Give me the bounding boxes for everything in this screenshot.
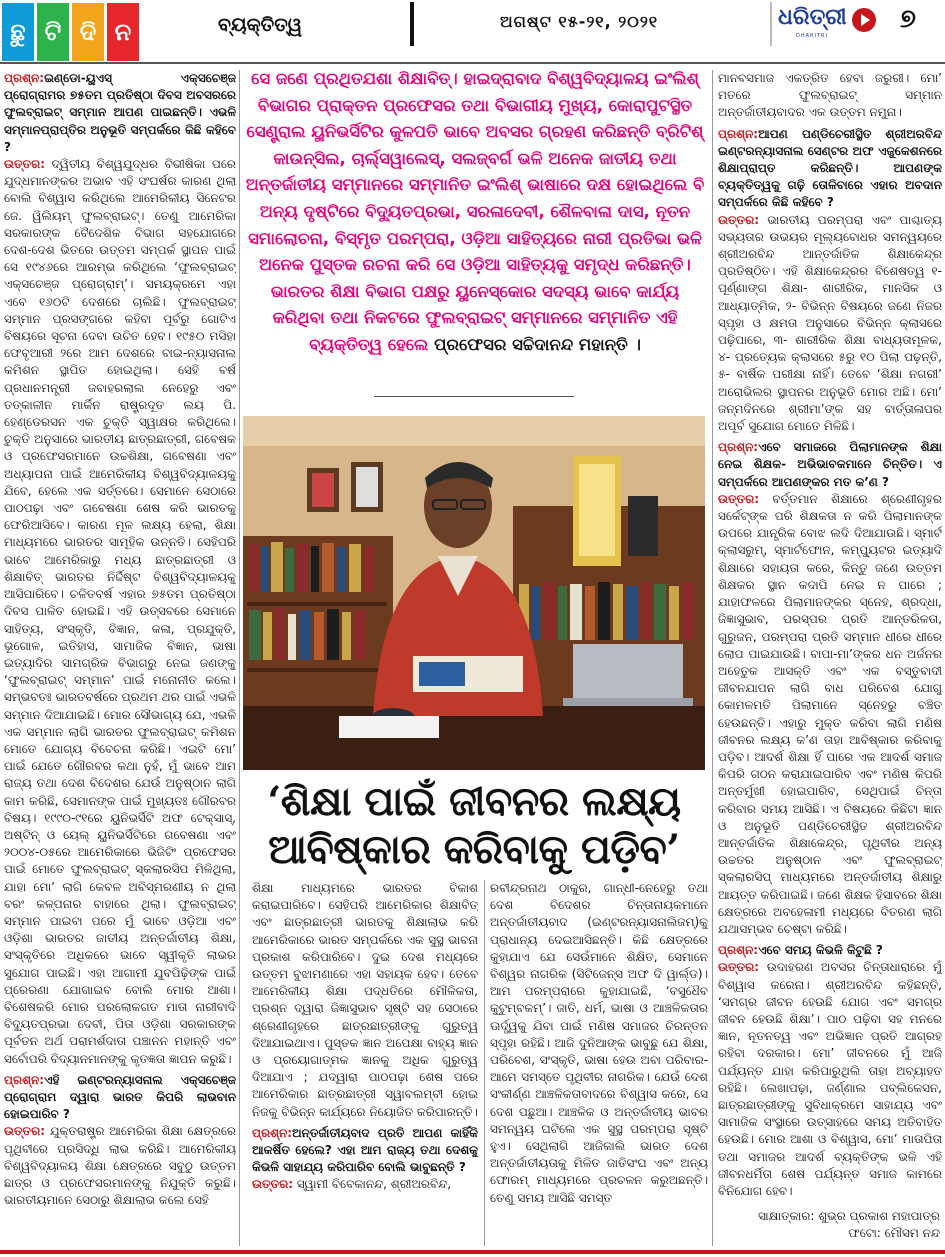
column-4 (718, 70, 942, 1206)
article-headline (243, 778, 705, 874)
dharitri-brand-sub: DHARITRI (796, 33, 828, 39)
intro-rule (374, 396, 574, 397)
masthead-rule (0, 62, 945, 64)
column-divider (484, 880, 485, 1246)
headline-line-1: ‘ଶିକ୍ଷା ପାଇଁ ଜୀବନର ଲକ୍ଷ୍ୟ (267, 778, 681, 825)
answer-2 (4, 1123, 236, 1209)
answer-text: ଯୁକ୍ତରାଷ୍ଟ୍ର ଆମେରିକା ଶିକ୍ଷା କ୍ଷେତ୍ରରେ ପୃଥିବୀରେ ପ୍ରସିଦ୍ଧି ଲାଭ କରିଛି। ଆମେରିକୀୟ ବିଶ୍ୱବିଦ୍ୟାଳୟ ଶିକ୍ଷା କ୍ଷେତ୍ରରେ ସବୁଠୁ ଉତ୍ତମ ଛାତ୍ର ଓ ପ୍ରଫେସରମାନଙ୍କୁ ନିଯୁକ୍ତି କରୁଛି। ଭାରତୀୟମାନେ ସେଠାରୁ ଶିକ୍ଷାଲାଭ କଲେ ସେହି (4, 1124, 236, 1208)
interviewee-name: ପ୍ରଫେସର ସଚ୍ଚିଦାନନ୍ଦ ମହାନ୍ତି । (434, 334, 641, 354)
logo-block-3: ଦି (72, 3, 104, 61)
question-label: ପ୍ରଶ୍ନ: (252, 1125, 293, 1140)
masthead (0, 0, 945, 60)
answer-6 (718, 959, 942, 1200)
question-text: ଆପଣ ପଣ୍ଡିଚେରୀସ୍ଥିତ ଶ୍ରୀଅରବିନ୍ଦ ଇଣ୍ଟରନ୍ୟାସନାଲ ସେଣ୍ଟର ଅଫ ଏଜୁକେଶନରେ ଶିକ୍ଷାପ୍ରାପ୍ତ କରିଛନ୍ତି। ଆପଣଙ୍କ ବ୍ୟକ୍ତିତ୍ୱକୁ ଗଢ଼ି ତୋଳିବାରେ ଏହାର ଅବଦାନ ସମ୍ପର୍କରେ କିଛି କହିବେ ? (718, 126, 942, 210)
intro-text: ସେ ଜଣେ ପ୍ରଥିତଯଶା ଶିକ୍ଷାବିତ୍। ହାଇଦ୍ରାବାଦ ବିଶ୍ୱବିଦ୍ୟାଳୟ ଇଂଲିଶ୍ ବିଭାଗର ପ୍ରାକ୍ତନ ପ୍ରଫେସର ତଥା ବିଭାଗୀୟ ମୁଖ୍ୟ, କୋରାପୁଟସ୍ଥିତ ସେଣ୍ଟ୍ରାଲ ୟୁନିଭର୍ସିଟିର କୁଳପତି ଭାବେ ଅବସର ଗ୍ରହଣ କରିଛନ୍ତି ବ୍ରିଟିଶ୍ କାଉନ୍ସିଲ, ଚାର୍ଲ୍ସୱାଲେସ୍, ସଲଜ୍‌ବର୍ଗ ଭଳି ଅନେକ ଜାତୀୟ ତଥା ଅନ୍ତର୍ଜାତୀୟ ସମ୍ମାନରେ ସମ୍ମାନିତ ଇଂଲିଶ୍ ଭାଷାରେ ଦକ୍ଷ ହୋଇଥିଲେ ବି ଅନ୍ୟ ଦୃଷ୍ଟିରେ ବିଦ୍ୟୁତପ୍ରଭା, ସରଳାଦେବୀ, ଶୈଳବାଳା ଦାସ, ନୂତନ ସମାଲୋଚନା, ବିସ୍ମୃତ ପରମ୍ପରା, ଓଡ଼ିଆ ସାହିତ୍ୟରେ ନାରୀ ପ୍ରତିଭା ଭଳି ଅନେକ ପୁସ୍ତକ ରଚନା କରି ସେ ଓଡ଼ିଆ ସାହିତ୍ୟକୁ ସମୃଦ୍ଧ କରିଛନ୍ତି। ଭାରତର ଶିକ୍ଷା ବିଭାଗ ପକ୍ଷରୁ ୟୁନେସ୍କୋର ସଦସ୍ୟ ଭାବେ କାର୍ଯ୍ୟ କରିଥିବା ତଥା ନିକଟରେ ଫୁଲବ୍ରାଇଟ୍ ସମ୍ମାନରେ ସମ୍ମାନିତ ଏହି ବ୍ୟକ୍ତିତ୍ୱ ହେଲେ (245, 69, 705, 354)
question-4 (718, 126, 942, 212)
answer-text: ବର୍ତ୍ତମାନ ଶିକ୍ଷାରେ ଶ୍ରେଣୀଗୃହର ସର୍କେଟ୍‌ଙ୍କ ପରି ଶିକ୍ଷକତା ନ କରି ପିଲାମାନଙ୍କ ଉପରେ ଯାନ୍ତ୍ରିକ ବୋଝ ଲଦି ଦିଆଯାଉଛି। ସ୍ମାର୍ଟ କ୍ଲାସରୁମ୍, ସ୍ମାର୍ଟଫୋନ, କମ୍ପ୍ୟୁଟର ଇତ୍ୟାଦି ଶିକ୍ଷାରେ ସହାୟତା କରେ, କିନ୍ତୁ ଜଣେ ଉତ୍ତମ ଶିକ୍ଷକର ସ୍ଥାନ କଦାପି ନେଇ ନ ପାରେ ; ଯାହାଫଳରେ ପିଲାମାନଙ୍କର ସ୍ନେହ, ଶ୍ରଦ୍ଧା, ଜିଜ୍ଞାସୁଭାବ, ପରସ୍ପର ପ୍ରତି ଆନ୍ତରିକତା, ଗୁରୁଜନ, ପରମ୍ପରା ପ୍ରତି ସମ୍ମାନ ଧୀରେ ଧୀରେ ଲୋପ ପାଇଯାଉଛି। ବାପା-ମା’ଙ୍କର ଧନ ଅର୍ଜନର ଅହେତୁକ ଆସକ୍ତି ଏବଂ ଏକ ବସ୍ତୁବାଦୀ ଜୀବନଯାପନ ଲାଗି ବାଧ ପରିବେଶ ଯୋଗୁ କୋମଳମତି ପିଲାମାନେ ସ୍ନେହରୁ ବଞ୍ଚିତ ହେଉଛନ୍ତି। ଏହାରୁ ମୁକ୍ତ କରିବା ଲାଗି ମଣିଷ ଜୀବନର ଲକ୍ଷ୍ୟ କ’ଣ ତାହା ଆବିଷ୍କାର କରିବାକୁ ପଡ଼ିବ। ଆଦର୍ଶ ଶିକ୍ଷା ହିଁ ପାରେ ଏକ ଆଦର୍ଶ ସମାଜ କିପରି ଗଠନ କରାଯାଇପାରିବ ଏବଂ ମଣିଷ କିପରି ଅନ୍ତର୍ମୁଖୀ ହୋଇପାରିବ, ସେଥିପାଇଁ ଚିନ୍ତା କରିବାର ସମୟ ଆସିଛି। ଏ ବିଷୟରେ କିଛିଟା ଜ୍ଞାନ ଓ ଅନୁଭୂତି ପଣ୍ଡିଚେରୀସ୍ଥିତ ଶ୍ରୀଅରବିନ୍ଦ ଆନ୍ତର୍ଜାତିକ ଶିକ୍ଷାକେନ୍ଦ୍ର, ପୃଥିବୀର ଅନ୍ୟ ଉଚ୍ଚତର ଅନୁଷ୍ଠାନ ଏବଂ ଫୁଲବ୍ରାଇଟ୍ ସ୍କଲାରସିପ୍ ମାଧ୍ୟମରେ ଅନ୍ତର୍ଜାତୀୟ ଶିକ୍ଷାରୁ ଆୟତ୍ତ କରିପାଇଛି। ଜଣେ ଶିକ୍ଷକ ହିସାବରେ ଶିକ୍ଷା କ୍ଷେତ୍ରରେ ଅବହେଳାମୀ ମଧ୍ୟରେ ବିତରଣ ଲାଗି ଯଥାସମ୍ଭବ ଚେଷ୍ଟା କରିଛି। (718, 491, 942, 936)
column-2 (252, 880, 478, 1246)
logo-block-1: ଛୁ (2, 3, 34, 61)
play-icon (852, 8, 876, 32)
answer-4 (718, 212, 942, 436)
interviewer-credit: ସାକ୍ଷାତ୍‌କାର: ଶୁଭ୍ର ପ୍ରକାଶ ମହାପାତ୍ର (758, 1209, 940, 1223)
question-6 (718, 942, 942, 959)
question-text: ଏବେ ସମାଜରେ ପିଲାମାନଙ୍କ ଶିକ୍ଷା ନେଇ ଶିକ୍ଷକ- ଅଭିଭାବକମାନେ ଚିନ୍ତିତ। ଏ ସମ୍ପର୍କରେ ଆପଣଙ୍କର ମତ କ’ଣ ? (718, 440, 942, 489)
page-number: ୭ (900, 4, 916, 34)
issue-date: ଅଗଷ୍ଟ ୧୫-୨୧, ୨୦୨୧ (500, 12, 659, 31)
answer-label: ଉତ୍ତର: (4, 1124, 46, 1139)
question-3 (252, 1125, 478, 1177)
question-text: ଏବେ ସମୟ କିଭଳି କିଟୁଛି ? (758, 943, 883, 958)
question-label: ପ୍ରଶ୍ନ: (718, 943, 759, 958)
question-text: ଇଣ୍ଡୋ-ୟୁଏସ୍ ଏକ୍ସଚେଞ୍ଜ ପ୍ରୋଗ୍ରାମର ୭୫ତମ ପ୍ରତିଷ୍ଠା ଦିବସ ଅବସରରେ ଫୁଲବ୍ରାଇଟ୍ ସମ୍ମାନ ଆପଣ ପାଇଛନ୍ତି। ଏଭଳି ସମ୍ମାନପ୍ରାପ୍ତିର ଅନୁଭୂତି ସମ୍ପର୍କରେ କିଛି କହିବେ ? (4, 71, 236, 154)
answer-3-end: ମାନବସମାଜ ଏକତ୍ରିତ ହେବା ଜରୁରୀ। ମୋ’ ମତରେ ଫୁଲବ୍ରାଇଟ୍ ସମ୍ମାନ ଅନ୍ତର୍ଜାତୀୟବାଦର ଏକ ଉତ୍ତମ ନମୁନା। (718, 71, 942, 120)
question-label: ପ୍ରଶ୍ନ: (718, 126, 759, 141)
article-credits (712, 1208, 940, 1242)
section-title: ବ୍ୟକ୍ତିତ୍ୱ (218, 14, 303, 36)
answer-label: ଉତ୍ତର: (718, 491, 760, 506)
answer-1-continued: ଶିକ୍ଷା ମାଧ୍ୟମରେ ଭାରତର ବିକାଶ କରାଇପାରିବେ। ସେହିପରି ଆମେରିକାର ଶିକ୍ଷାବିତ୍ ଏବଂ ଛାତ୍ରଛାତ୍ରୀ ଭାରତକୁ ଶିକ୍ଷାଲାଭ କରି ଆମେରିକାରେ ଭାରତ ସମ୍ପର୍କରେ ଏକ ସୁସ୍ଥ ଭାବନା ପ୍ରକାଶ କରିପାରିବେ। ଦୁଇ ଦେଶ ମଧ୍ୟରେ ଉତ୍ତମ ବୁଝାମଣାରେ ଏହା ସହାୟକ ହେବ। ତେବେ ଆମେରିକୀୟ ଶିକ୍ଷା ପଦ୍ଧତିରେ ମୌଳିକତା, ପ୍ରଶ୍ନ ଦ୍ୱାରା ଜିଜ୍ଞାସୁଭାବ ସୃଷ୍ଟି ସହ ସେଠାରେ ଶ୍ରେଣୀଗୃହରେ ଛାତ୍ରଛାତ୍ରୀଙ୍କୁ ଗୁରୁତ୍ୱ ଦିଆଯାଇଥାଏ। ପୁସ୍ତକ ଜ୍ଞାନ ଅପେକ୍ଷା ବାହ୍ୟ ଜ୍ଞାନ ଓ ପ୍ରୟୋଗାତ୍ମକ ଜ୍ଞାନକୁ ଅଧିକ ଗୁରୁତ୍ୱ ଦିଆଯାଏ ; ଯଦ୍ୱାରା ପାଠପଢ଼ା ଶେଷ ପରେ ଆମେରିକାର ଛାତ୍ରଛାତ୍ରୀ ସ୍ୱାବଲମ୍ବୀ ହୋଇ ନିଜକୁ ବିଭିନ୍ନ କାର୍ଯ୍ୟରେ ନିୟୋଜିତ କରିପାରନ୍ତି। (252, 881, 478, 1119)
interviewee-photo (243, 416, 705, 770)
answer-text: ସ୍ୱାମୀ ବିବେକାନନ୍ଦ, ଶ୍ରୀଅରବିନ୍ଦ, (296, 1177, 452, 1192)
question-1 (4, 70, 236, 156)
answer-text: ଉଦାହରଣ ଅବସର ଚିନ୍ତାଧାରାରେ ମୁଁ ବିଶ୍ୱାସ କରେନା। ଶ୍ରୀଅରବିନ୍ଦ କହିଛନ୍ତି, ‘ସମଗ୍ର ଜୀବନ ହେଉଛି ଯୋଗ ଏବଂ ସମଗ୍ର ଜୀବନ ହେଉଛି ଶିକ୍ଷା’। ପାଠ ପଢ଼ିବା ସହ ମନରେ ଜ୍ଞାନ, ନୂତନତ୍ୱ ଏବଂ ଅଭିଜ୍ଞାନ ପ୍ରତି ଆଗ୍ରହ ରହିବା ଦରକାର। ମୋ’ ଜୀବନରେ ମୁଁ ଆଜି ପର୍ଯ୍ୟନ୍ତ ଯାହା କରିପାରୁଥିଲି ତାହା ଅବ୍ୟାହତ ରହିଛି। ଲେଖାପଢ଼ା, ଜର୍ଣ୍ଣାଲ ପବ୍ଲିକେସନ, ଛାତ୍ରଛାତ୍ରୀଙ୍କୁ ସୁବିଧାକ୍ରମେ ସାହାଯ୍ୟ ଏବଂ ସାମାଜିକ ସଂସ୍ଥାରେ ଉତ୍ସାହରେ ସମୟ ଅତିବାହିତ ହେଉଛି। ମୋର ଆଶା ଓ ବିଶ୍ୱାସ, ମୋ’ ମାତାପିତା ତଥା ସମାଜର ଆଦର୍ଶ ବ୍ୟକ୍ତିଙ୍କ ଭଳି ଏହି ଜୀବନଧର୍ମିତା ଶେଷ ପର୍ଯ୍ୟନ୍ତ ସମାଜ କାମରେ ବିନିଯୋଗ ହେବ। (718, 960, 942, 1198)
answer-label: ଉତ୍ତର: (718, 212, 760, 227)
question-2 (4, 1072, 236, 1124)
answer-text: ଦ୍ୱିତୀୟ ବିଶ୍ୱଯୁଦ୍ଧର ବିଭୀଷିକା ପରେ ଯୁଦ୍ଧମାନଙ୍କର ଅଭାବ ଏହି ସଂଘର୍ଷର କାରଣ ଥିଲା ବୋଲି ବିଶ୍ୱାସ କରିଥିଲେ ଆମେରିକୀୟ ସିନେଟର ଜେ. ୱିଲିୟମ୍ ଫୁଲବ୍ରାଇଟ୍। ତେଣୁ ଆମେରିକା ସରକାରଙ୍କ ବୈଦେଶିକ ବିଭାଗ ସହଯୋଗରେ ଦେଶ-ଦେଶ ଭିତରେ ଉତ୍ତମ ସମ୍ପର୍କ ସ୍ଥାପନ ପାଇଁ ସେ ୧୯୪୬ରେ ଆରମ୍ଭ କରିଥିଲେ ‘ଫୁଲବ୍ରାଇଟ୍ ଏକ୍ସଚେଞ୍ଜ ପ୍ରୋଗ୍ରାମ୍’। ସମୟକ୍ରମେ ଏହା ଏବେ ୧୬୦ଟି ଦେଶରେ ଚାଲିଛି। ଫୁଲବ୍ରାଇଟ୍ ସମ୍ମାନ ପ୍ରସଙ୍ଗରେ କହିବା ପୂର୍ବରୁ ଗୋଟିଏ ବିଷୟରେ ସୂଚନା ଦେବା ଉଚିତ ହେବ। ୧୯୫୦ ମସିହା ଫେବୃଆରୀ ୨ରେ ଆମ ଦେଶରେ ବାଇ-ନ୍ୟାସନାଲ କମିଶନ ସ୍ଥାପିତ ହୋଇଥିଲା। ସେହି ବର୍ଷ ପ୍ରଧାନମନ୍ତ୍ରୀ ଜବାହରଲାଲ ନେହେରୁ ଏବଂ ତତ୍କାଳୀନ ମାର୍କିନ ରାଷ୍ଟ୍ରଦୂତ ଲୟ ପି. ହେଣ୍ଡେରସନ ଏକ ଚୁକ୍ତି ସ୍ୱାକ୍ଷର କରିଥିଲେ। ଚୁକ୍ତି ଅନୁସାରେ ଭାରତୀୟ ଛାତ୍ରଛାତ୍ରୀ, ଗବେଷକ ଓ ପ୍ରଫେସରମାନେ ଉଚ୍ଚଶିକ୍ଷା, ଗବେଷଣା ଏବଂ ଅଧ୍ୟାପନା ପାଇଁ ଆମେରିକୀୟ ବିଶ୍ୱବିଦ୍ୟାଳୟକୁ ଯିବେ, ହେଲେ ଏକ ସର୍ତ୍ତରେ। ସେମାନେ ସେଠାରେ ପାଠପଢ଼ା ଏବଂ ଗବେଷଣା ଶେଷ କରି ଭାରତକୁ ଫେରିଆସିବେ। କାରଣ ମୂଳ ଲକ୍ଷ୍ୟ ହେଲା, ଶିକ୍ଷା ମାଧ୍ୟମରେ ଭାରତର ସାମୂହିକ ଉନ୍ନତି। ସେହିପରି ଭାବେ ଆମେରିକାରୁ ମଧ୍ୟ ଛାତ୍ରଛାତ୍ରୀ ଓ ଶିକ୍ଷାବିତ୍ ଭାରତର ନିର୍ଦ୍ଦିଷ୍ଟ ବିଶ୍ୱବିଦ୍ୟାଳୟକୁ ଆସିପାରିବେ। ଚଳିତବର୍ଷ ଏହାର ୭୫ତମ ପ୍ରତିଷ୍ଠା ଦିବସ ପାଳିତ ହୋଇଛି। ଏହି ଉତ୍ସବରେ ସେମାନେ ସାହିତ୍ୟ, ସଂସ୍କୃତି, ବିଜ୍ଞାନ, କଳା, ପ୍ରଯୁକ୍ତି, ଭୂଗୋଳ, ଇତିହାସ, ସାମାଜିକ ବିଜ୍ଞାନ, ଭାଷା ଇତ୍ୟାଦିର ସାମଗ୍ରିକ ବିଭାଗରୁ ନେଇ ଜଣଙ୍କୁ ‘ଫୁଲବ୍ରାଇଟ୍ ସମ୍ମାନ’ ପାଇଁ ମନୋନୀତ କଲେ। ସମ୍ଭବତଃ ଭାରତବର୍ଷରେ ପ୍ରଥମ ଥର ପାଇଁ ଏଭଳି ସମ୍ମାନ ଦିଆଯାଇଛି। ମୋର ସୌଭାଗ୍ୟ ଯେ, ଏଭଳି ଏକ ସମ୍ମାନ ଲାଗି ଭାରତର ଫୁଲବ୍ରାଇଟ୍ କମିଶନ ମୋତେ ଯୋଗ୍ୟ ବିବେଚନା କରିଛି। ଏଇଟି ମୋ’ ପାଇଁ ଯେତେ ଗୌରବର କଥା ନୁହଁ, ମୁଁ ଭାବେ ଆମ ରାଜ୍ୟ ତଥା ଦେଶ ବିଦେଶର ଯେଉଁ ଅନୁଷ୍ଠାନ ଲାଗି କାମ କରିଛି, ସେମାନଙ୍କ ପାଇଁ ମୁଖ୍ୟତଃ ଗୌରବର ବିଷୟ। ୧୯୯୦-୯୧ରେ ୟୁନିଭର୍ସିଟି ଅଫ ଟେକ୍ସାସ୍, ଅଷ୍ଟିନ୍ ଓ ୟେଲ୍ ୟୁନିଭର୍ସିଟିରେ ଗବେଷଣା ଏବଂ ୨୦୦୪-୦୫ରେ ଆମେରିକାରେ ଭିଜିଟିଂ ପ୍ରଫେସର ପାଇଁ ମୋତେ ଫୁଲବ୍ରାଇଟ୍ ସ୍କଲାରସିପ ମିଳିଥିଲା, ଯାହା ମୋ’ ଲାଗି କେବଳ ଅବିସ୍ମରଣୀୟ ନ ଥିଲା ବରଂ କଳ୍ପନାର ବାହାରେ ଥିଲା। ଫୁଲବ୍ରାଇଟ୍ ସମ୍ମାନ ପାଇବା ପରେ ମୁଁ ଭାବେ ଓଡ଼ିଆ ଏବଂ ଓଡ଼ିଶା ଭାରତର ଜାତୀୟ ଅନ୍ତର୍ଜାତୀୟ ଶିକ୍ଷା, ସଂସ୍କୃତିରେ ଅଧିକରେ ଭାବେ ସ୍ୱୀକୃତି ଲାଭର ସୁଯୋଗ ପାଇଛି। ଏହା ଆଗାମୀ ଯୁବପିଢ଼ିଙ୍କ ପାଇଁ ପ୍ରେରଣା ଯୋଗାଇବ ବୋଲି ମୋର ଆଶା। ବିଶେଷକରି ମୋର ପରଲୋକଗତ ମାତା ନାରୀବାଦି ବିଦ୍ୟୁତପ୍ରଭା ଦେବୀ, ପିତା ଓଡ଼ିଶା ସରକାରଙ୍କ ପୂର୍ବତନ ଅର୍ଥ ପରାମର୍ଶଦାତା ପଞ୍ଚାନନ ମହାନ୍ତି ଏବଂ ସର୍ବୋପରି ବିଦ୍ୟାନମାନଙ୍କୁ କୃତଜ୍ଞତା ଜ୍ଞାପନ କରୁଛି। (4, 157, 236, 1066)
column-divider (712, 70, 713, 1246)
column-1 (4, 70, 236, 1246)
question-text: ଅନ୍ତର୍ଜାତୀୟବାଦ ପ୍ରତି ଆପଣ କାହିଁକି ଆକର୍ଷିତ ହେଲେ? ଏହା ଆମ ରାଜ୍ୟ ତଥା ଦେଶକୁ କିଭଳି ସାହାଯ୍ୟ କରିପାରିବ ବୋଲି ଭାବୁଛନ୍ତି ? (252, 1125, 478, 1175)
answer-text: ଭାରତୀୟ ପରମ୍ପରା ଏବଂ ପାଶ୍ଚାତ୍ୟ ସଭ୍ୟତାର ଉଭୟର ମୂଲ୍ୟବୋଧର ସମନ୍ୱୟରେ ଶ୍ରୀଅରବିନ୍ଦ ଆନ୍ତର୍ଜାତିକ ଶିକ୍ଷାକେନ୍ଦ୍ର ପ୍ରତିଷ୍ଠିତ। ଏହି ଶିକ୍ଷାକେନ୍ଦ୍ରର ବିଶେଷତ୍ୱ ୧- ପୂର୍ଣ୍ଣାଙ୍ଗ ଶିକ୍ଷା- ଶାରୀରିକ, ମାନସିକ ଓ ଆଧ୍ୟାତ୍ମିକ, ୨- ବିଭିନ୍ନ ବିଷୟରେ ଜଣେ ନିଜର ସ୍ପୃହା ଓ କ୍ଷମତା ଅନୁସାରେ ବିଭିନ୍ନ କ୍ଲାସରେ ପଢ଼ିପାରେ, ୩- ଶାରୀରିକ ଶିକ୍ଷା ବାଧ୍ୟତାମୂଳକ, ୪- ପ୍ରତ୍ୟେକ କ୍ଲାସରେ ୫ରୁ ୧୦ ପିଲା ପଢ଼ନ୍ତି, ୫- ବାର୍ଷିକ ପରୀକ୍ଷା ନାହିଁ। ତେବେ ‘ଶିକ୍ଷା ନଗରୀ’ ଅରୋଭିଲର ସ୍ଥାପନର ଅନୁଭୂତି ମୋର ଅଛି। ମୋ’ ଜନ୍ମଦିନରେ ଶ୍ରୀମା’ଙ୍କ ସହ ବାର୍ତ୍ତାଳାପର ଅପୂର୍ବ ସୁଯୋଗ ମୋତେ ମିଳିଛି। (718, 212, 942, 434)
photo-credit: ଫଟୋ: ମୌସମ ନନ୍ଦ (848, 1226, 940, 1240)
answer-label: ଉତ୍ତର: (718, 960, 760, 975)
question-label: ପ୍ରଶ୍ନ: (4, 71, 45, 85)
answer-label: ଉତ୍ତର: (4, 157, 46, 172)
masthead-divider-2 (770, 2, 772, 46)
column-divider (239, 70, 240, 1246)
footer-rule (0, 1250, 945, 1254)
answer-3 (252, 1176, 478, 1193)
logo-block-2: ଟି (37, 3, 69, 61)
photo-illustration (243, 416, 705, 770)
chhutidina-logo (2, 3, 139, 61)
answer-1 (4, 156, 236, 1068)
question-text: ଏହି ଇଣ୍ଟରନ୍ୟାସନାଲ ଏକ୍ସଚେଞ୍ଜ ପ୍ରୋଗ୍ରାମ ଦ୍ୱାରା ଭାରତ କିପରି ଲାଭବାନ ହୋଇପାରିବ ? (4, 1072, 236, 1122)
masthead-divider (410, 2, 414, 46)
dharitri-brand-logo: ଧରିତ୍ରୀ (778, 4, 847, 30)
question-label: ପ୍ରଶ୍ନ: (718, 440, 759, 455)
column-3 (490, 880, 708, 1246)
question-5 (718, 439, 942, 491)
logo-block-4: ନ (107, 3, 139, 61)
intro-blurb (245, 66, 705, 390)
question-label: ପ୍ରଶ୍ନ: (4, 1072, 45, 1087)
answer-5 (718, 491, 942, 938)
headline-line-2: ଆବିଷ୍କାର କରିବାକୁ ପଡ଼ିବ’ (268, 826, 680, 873)
answer-label: ଉତ୍ତର: (252, 1177, 294, 1192)
answer-3-continued: ରବୀନ୍ଦ୍ରନାଥ ଠାକୁର, ଗାନ୍ଧୀ-ନେହେରୁ ତଥା ଦେଶ ବିଦେଶର ଚିନ୍ତାନାୟକମାନେ ଅନ୍ତର୍ଜାତୀୟବାଦ (ଇଣ୍ଟରନ୍ୟାସନାଲିଜମ୍)କୁ ପ୍ରାଧାନ୍ୟ ଦେଇଆସିଛନ୍ତି। କିଛି କ୍ଷେତ୍ରରେ କୁହାଯାଏ ଯେ ସେଉଁମାନେ ଶିକ୍ଷିତ, ସେମାନେ ବିଶ୍ୱର ନାଗରିକ (ସିଟିଜେନ୍ସ ଅଫ ଦି ୱାର୍ଲ୍ଡ)। ଆମ ପରମ୍ପରାରେ କୁହାଯାଇଛି, ‘ବସୁଧୈବ କୁଟୁମ୍ବକମ୍’। ଜାତି, ଧର୍ମ, ଭାଷା ଓ ଆଞ୍ଚଳିକତାର ଊର୍ଦ୍ଧ୍ୱକୁ ଯିବା ପାଇଁ ମଣିଷ ସମାଜର ଚିରନ୍ତନ ସ୍ପୃହା ରହିଛି। ଆଜି ଦୁନିଆଙ୍କ ଭାବୁଛୁ ଯେ ଶିକ୍ଷା, ପରିବେଶ, ସଂସ୍କୃତି, ଭାଷା ହେଉ ଅବା ପରିବାର- ଆମେ ସମସ୍ତେ ପୃଥିବୀର ନାଗରିକ। ଯେଉଁ ଦେଶ ସଂକୀର୍ଣ୍ଣ ଆଞ୍ଚଳିକତାବାଦରେ ବିଶ୍ୱାସ କରେ, ସେ ଦେଶ ପଛୁଆ। ଆଞ୍ଚଳିକ ଓ ଅନ୍ତର୍ଜାତୀୟ ଭାବର ସମନ୍ୱୟ ଘଟିଲେ ଏକ ସୁସ୍ଥ ପରମ୍ପରା ସୃଷ୍ଟି ହୁଏ। ସେଥିଲାଗି ଆଜିକାଲି ଭାରତ ଦେଶ ଅନ୍ତର୍ଜାତୀୟତାକୁ ମିଳିତ ଜାତିସଂଘ ଏବଂ ଅନ୍ୟ ଫୋରମ୍ ମାଧ୍ୟମରେ ପ୍ରଚଳନ କରୁଅଛନ୍ତି। ତେଣୁ ସମୟ ଆସିଛି ସମସ୍ତ (490, 881, 708, 1205)
